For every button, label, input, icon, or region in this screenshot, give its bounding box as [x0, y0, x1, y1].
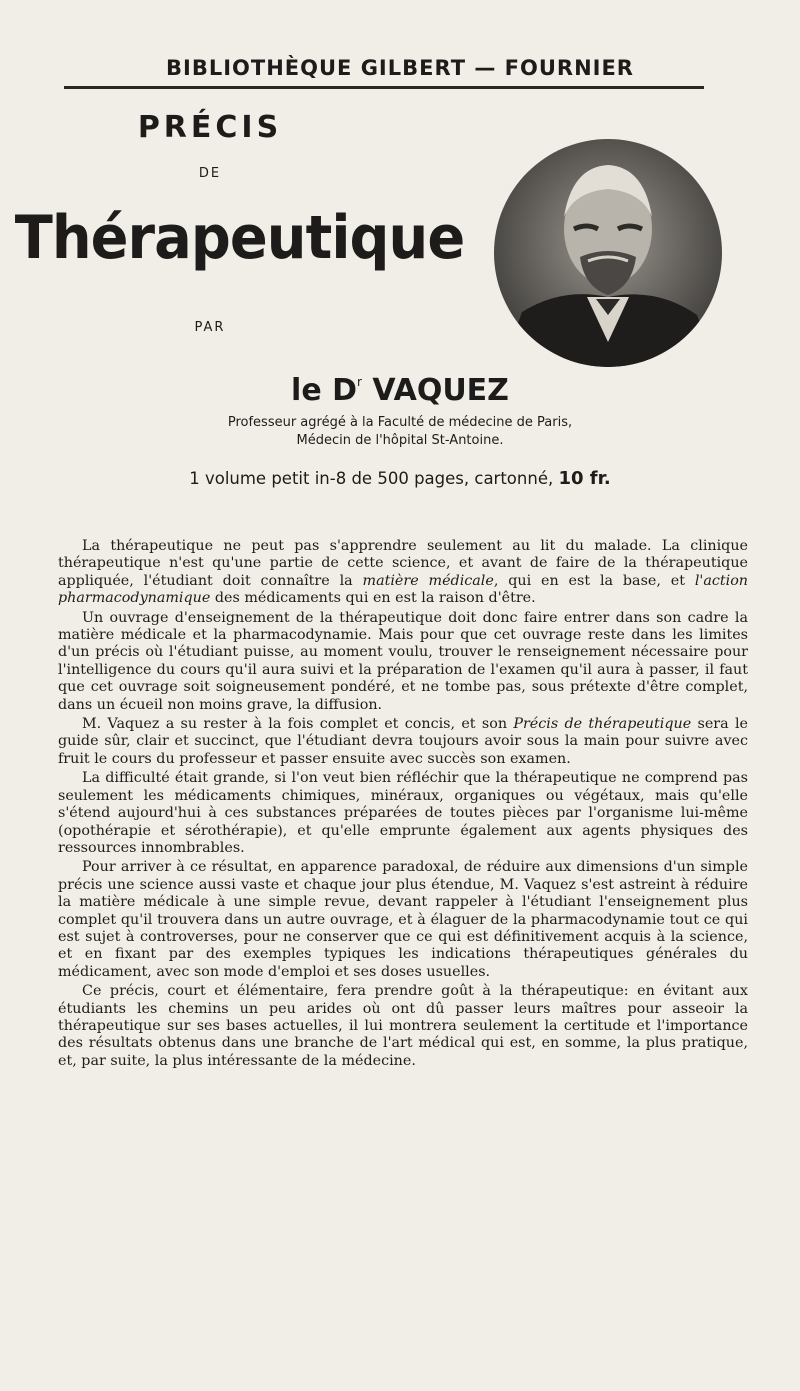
author-name: [0, 373, 800, 408]
author-affiliation-2: Médecin de l'hôpital St-Antoine.: [296, 433, 504, 448]
volume-line: [0, 468, 800, 489]
paragraph-1: La thérapeutique ne peut pas s'apprendre seulement au lit du malade. La clinique thérapeutique n'est qu'une partie de cette science, et avant de faire de la thérapeutique appliquée, l'étudiant doit connaître la matière médicale, qui en est la base, et l'action pharmacodynamique des médicaments qui en est la raison d'être.: [58, 538, 749, 607]
volume-price: 10 fr.: [558, 468, 611, 489]
title-precis: PRÉCIS: [137, 110, 283, 145]
author-affiliation-1: Professeur agrégé à la Faculté de médecine de Paris,: [227, 415, 573, 430]
paragraph-6: Ce précis, court et élémentaire, fera prendre goût à la thérapeutique: en évitant aux étudiants les chemins un peu arides où ont dû passer leurs maîtres pour asseoir la thérapeutique sur ses bases actuelles, il lui montrera seulement la certitude et l'importance des résultats obtenus dans une branche de l'art médical qui est, en somme, la plus pratique, et, par suite, la plus intéressante de la médecine.: [58, 983, 748, 1069]
author-surname: VAQUEZ: [372, 373, 509, 408]
description-text: [58, 538, 748, 1072]
term-action-pharmacodynamique: l'action pharmacodynamique: [58, 572, 749, 607]
paragraph-5: Pour arriver à ce résultat, en apparence paradoxal, de réduire aux dimensions d'un simple précis une science aussi vaste et chaque jour plus étendue, M. Vaquez s'est astreint à réduire la matière médicale à une simple revue, devant rappeler à l'étudiant l'enseignement plus complet qu'il trouvera dans un autre ouvrage, et à élaguer de la pharmacodynamie tout ce qui est sujet à controverses, pour ne conserver que ce qui est définitivement acquis à la science, et en fixant par des exemples typiques les indications thérapeutiques générales du médicament, avec son mode d'emploi et ses doses usuelles.: [58, 859, 748, 980]
title-main: Thérapeutique: [14, 203, 465, 273]
term-matiere-medicale: matière médicale: [362, 572, 494, 589]
author-prefix: le D: [291, 373, 358, 408]
series-heading: BIBLIOTHÈQUE GILBERT — FOURNIER: [166, 56, 634, 80]
term-precis-therapeutique: Précis de thérapeutique: [513, 716, 692, 733]
paragraph-2: Un ouvrage d'enseignement de la thérapeutique doit donc faire entrer dans son cadre la matière médicale et la pharmacodynamie. Mais pour que cet ouvrage reste dans les limites d'un précis où l'étudiant puisse, au moment voulu, trouver le renseignement nécessaire pour l'intelligence du cours qu'il aura suivi et la préparation de l'examen qu'il aura à passer, il faut que cet ouvrage soit soigneusement pondéré, et ne tombe pas, sous prétexte d'être complet, dans un écueil non moins grave, la diffusion.: [58, 609, 748, 713]
author-portrait-icon: [492, 137, 724, 369]
title-par: PAR: [194, 320, 226, 335]
header-rule: [64, 86, 704, 89]
title-de: DE: [198, 166, 222, 181]
paragraph-3: M. Vaquez a su rester à la fois complet et concis, et son Précis de thérapeutique sera le guide sûr, clair et succinct, que l'étudiant devra toujours avoir sous la main pour suivre avec fruit le cours du professeur et passer ensuite avec succès son examen.: [58, 716, 748, 767]
author-prefix-sup: r: [357, 375, 362, 389]
volume-description: 1 volume petit in-8 de 500 pages, cartonné,: [189, 469, 559, 488]
paragraph-4: La difficulté était grande, si l'on veut bien réfléchir que la thérapeutique ne comprend pas seulement les médicaments chimiques, minéraux, organiques ou végétaux, mais qu'elle s'étend aujourd'hui à ces substances préparées de toutes pièces par l'organisme lui-même (opothérapie et sérothérapie), et qu'elle emprunte également aux agents physiques des ressources innombrables.: [58, 770, 748, 856]
